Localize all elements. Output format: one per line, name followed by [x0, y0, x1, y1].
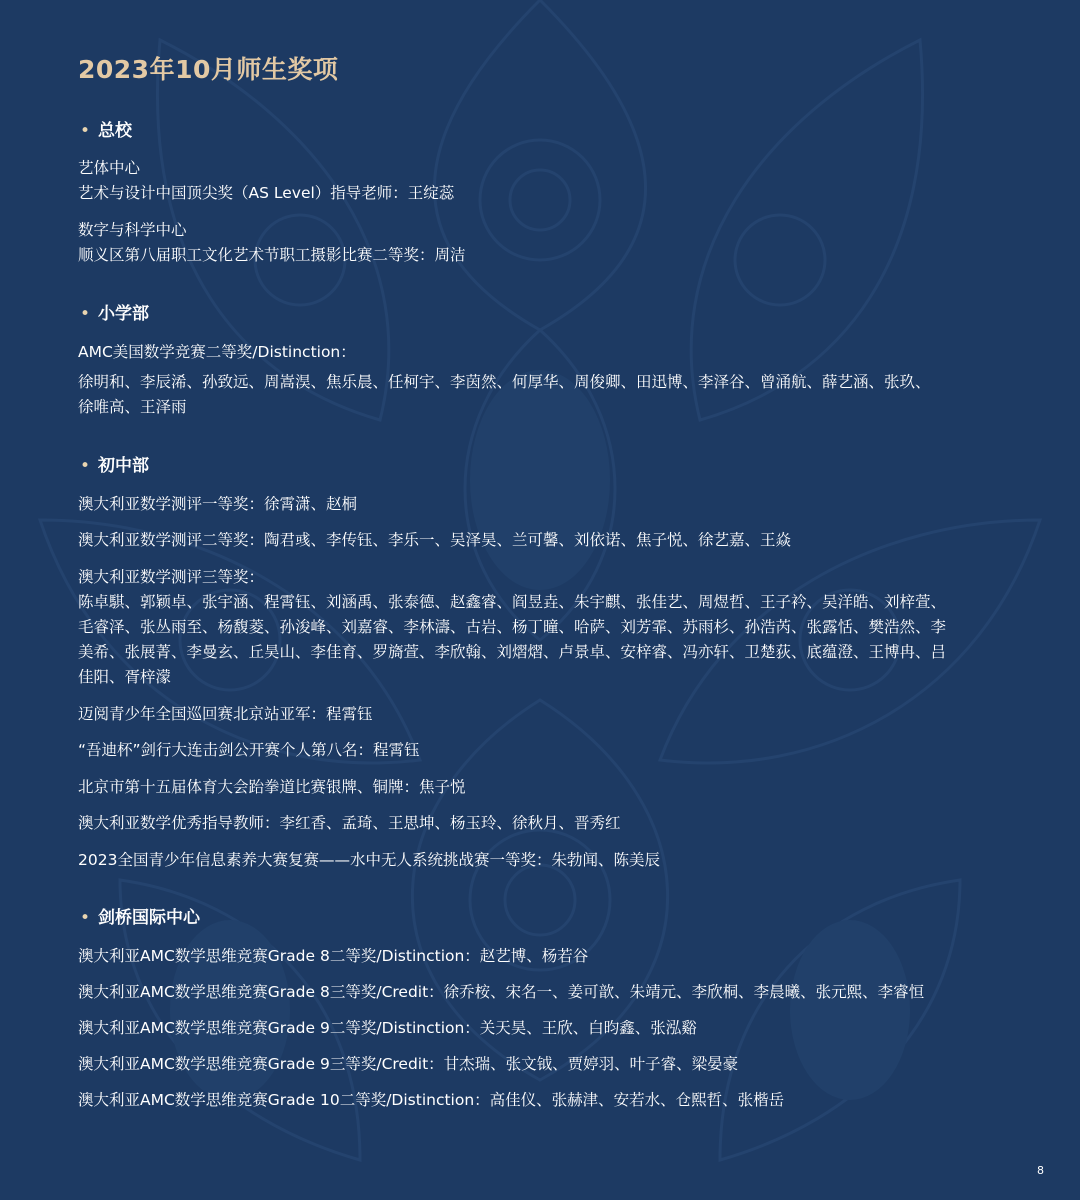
- section-line: 澳大利亚数学优秀指导教师：李红香、孟琦、王思坤、杨玉玲、徐秋月、晋秀红: [78, 814, 621, 832]
- section-line: 艺体中心: [78, 159, 141, 177]
- section-heading-headquarters: [80, 116, 132, 141]
- section-line: 北京市第十五届体育大会跆拳道比赛银牌、铜牌：焦子悦: [78, 778, 466, 796]
- section-line: 迈阅青少年全国巡回赛北京站亚军：程霄钰: [78, 705, 373, 723]
- section-line: 徐唯高、王泽雨: [78, 398, 187, 416]
- section-line: AMC美国数学竞赛二等奖/Distinction：: [78, 343, 356, 361]
- page-number: 8: [1037, 1164, 1044, 1177]
- section-line: 2023全国青少年信息素养大赛复赛——水中无人系统挑战赛一等奖：朱勃闻、陈美辰: [78, 851, 660, 869]
- section-line: 澳大利亚AMC数学思维竞赛Grade 10二等奖/Distinction：高佳仪、张赫津、安若水、仓熙哲、张楷岳: [78, 1091, 785, 1109]
- section-line: 澳大利亚AMC数学思维竞赛Grade 9三等奖/Credit：甘杰瑞、张文钺、贾婷羽、叶子睿、梁晏豪: [78, 1055, 739, 1073]
- section-heading-text: 剑桥国际中心: [98, 908, 201, 928]
- section-line: 澳大利亚数学测评二等奖：陶君彧、李传钰、李乐一、吴泽昊、兰可馨、刘依诺、焦子悦、徐艺嘉、王焱: [78, 531, 792, 549]
- section-line: 艺术与设计中国顶尖奖（AS Level）指导老师：王绽蕊: [78, 184, 455, 202]
- section-heading-text: 总校: [98, 121, 133, 141]
- section-line: 佳阳、胥梓濛: [78, 668, 172, 686]
- section-heading-primary: [80, 299, 149, 324]
- section-line: 澳大利亚AMC数学思维竞赛Grade 8二等奖/Distinction：赵艺博、杨若谷: [78, 947, 589, 965]
- section-heading-text: 小学部: [98, 304, 150, 324]
- bullet-icon: •: [80, 456, 91, 476]
- section-line: 陈卓騏、郭颖卓、张宇涵、程霄钰、刘涵禹、张泰德、赵鑫睿、阎昱垚、朱宇麒、张佳艺、周煜哲、王子衿、吴洋皓、刘梓萱、: [78, 593, 947, 611]
- page-title: 2023年10月师生奖项: [78, 55, 339, 84]
- section-line: 数字与科学中心: [78, 221, 187, 239]
- section-heading-text: 初中部: [98, 456, 150, 476]
- section-line: 澳大利亚AMC数学思维竞赛Grade 8三等奖/Credit：徐乔桉、宋名一、姜可歆、朱靖元、李欣桐、李晨曦、张元熙、李睿恒: [78, 983, 925, 1001]
- section-line: 澳大利亚AMC数学思维竞赛Grade 9二等奖/Distinction：关天昊、王欣、白昀鑫、张泓谿: [78, 1019, 697, 1037]
- bullet-icon: •: [80, 304, 91, 324]
- section-line: “吾迪杯”剑行大连击剑公开赛个人第八名：程霄钰: [78, 741, 420, 759]
- section-heading-junior-high: [80, 451, 149, 476]
- section-line: 顺义区第八届职工文化艺术节职工摄影比赛二等奖：周洁: [78, 246, 466, 264]
- section-line: 美希、张展菁、李曼玄、丘昊山、李佳育、罗旖萱、李欣翰、刘熠熠、卢景卓、安梓睿、冯亦轩、卫楚荻、底蕴澄、王博冉、吕: [78, 643, 947, 661]
- section-heading-cambridge: [80, 903, 200, 928]
- section-line: 毛睿泽、张丛雨至、杨馥菱、孙浚峰、刘嘉睿、李林濤、古岩、杨丁曈、哈萨、刘芳霏、苏雨杉、孙浩芮、张露恬、樊浩然、李: [78, 618, 947, 636]
- bullet-icon: •: [80, 908, 91, 928]
- bullet-icon: •: [80, 121, 91, 141]
- section-line: 徐明和、李辰浠、孙致远、周嵩淏、焦乐晨、任柯宇、李茵然、何厚华、周俊卿、田迅博、李泽谷、曾涌航、薛艺涵、张玖、: [78, 373, 931, 391]
- section-line: 澳大利亚数学测评三等奖：: [78, 568, 265, 586]
- section-line: 澳大利亚数学测评一等奖：徐霄潇、赵桐: [78, 495, 358, 513]
